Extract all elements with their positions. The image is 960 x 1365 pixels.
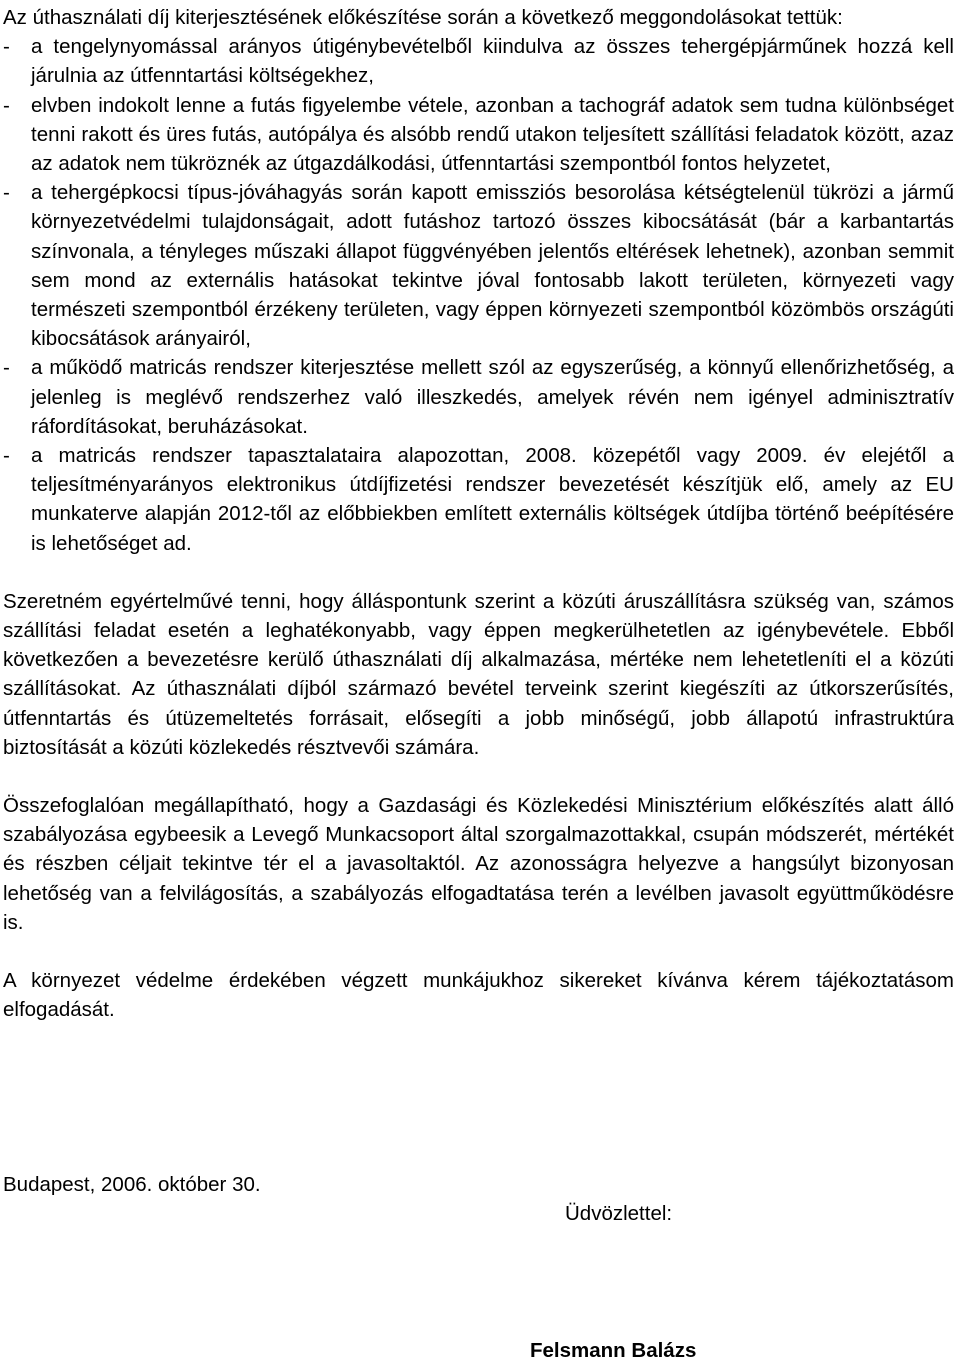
list-dash: - bbox=[3, 444, 10, 468]
list-item-text: a működő matricás rendszer kiterjesztése mellett szól az egyszerűség, a könnyű ellenőrizhetőség, a jelenleg is meglévő rendszerhez való illeszkedés, amelyek révén nem igényel adminisztratív ráfordításokat, beruházásokat. bbox=[31, 356, 954, 438]
greeting: Üdvözlettel: bbox=[565, 1202, 673, 1225]
paragraph-summary: Összefoglalóan megállapítható, hogy a Gazdasági és Közlekedési Minisztérium előkészítés alatt álló szabályozása egybeesik a Levegő Munkacsoport által szorgalmazottakkal, csupán módszerét, mértékét és részben céljait tekintve tér el a javasoltaktól. Az azonosságra helyezve a hangsúlyt bizonyosan lehetőség van a felvilágosítás, a szabályozás elfogadtatása terén a levélben javasolt együttműködésre is. bbox=[3, 794, 954, 934]
paragraph-closing-request: A környezet védelme érdekében végzett munkájukhoz sikereket kívánva kérem tájékoztatásom elfogadását. bbox=[3, 969, 954, 1022]
list-item bbox=[3, 353, 954, 441]
list-item-text: a tehergépkocsi típus-jóváhagyás során kapott emissziós besorolása kétségtelenül tükrözi a jármű környezetvédelmi tulajdonságait, adott futáshoz tartozó összes kibocsátását (bár a karbantartás színvonala, a tényleges műszaki állapot függvényében jelentős eltérések lehetnek), azonban semmit sem mond az externális hatásokat tekintve jóval fontosabb lakott területen, környezeti vagy természeti szempontból érzékeny területen, vagy éppen környezeti szempontból közömbös országúti kibocsátások arányairól, bbox=[31, 181, 954, 351]
considerations-list bbox=[3, 32, 954, 558]
list-item bbox=[3, 91, 954, 179]
list-dash: - bbox=[3, 93, 10, 117]
paragraph-road-freight: Szeretném egyértelművé tenni, hogy álláspontunk szerint a közúti áruszállításra szükség van, számos szállítási feladat esetén a leghatékonyabb, vagy éppen megkerülhetetlen az igénybevétele. Ebből következően a bevezetésre kerülő úthasználati díj alkalmazása, mértéke nem lehetetleníti el a közúti szállításokat. Az úthasználati díjból származó bevétel terveink szerint kiegészíti az útkorszerűsítés, útfenntartás és útüzemeltetés forrásait, elősegíti a jobb minőségű, jobb állapotú infrastruktúra biztosítását a közúti közlekedés résztvevői számára. bbox=[3, 589, 954, 759]
list-item-text: elvben indokolt lenne a futás figyelembe vétele, azonban a tachográf adatok sem tudna különbséget tenni rakott és üres futás, autópálya és alsóbb rendű utakon teljesített szállítási feladatok között, azaz az adatok nem tükröznék az útgazdálkodási, útfenntartási szempontból fontos helyzetet, bbox=[31, 93, 954, 176]
list-item bbox=[3, 178, 954, 353]
place-and-date: Budapest, 2006. október 30. bbox=[3, 1173, 261, 1196]
signature-name: Felsmann Balázs bbox=[530, 1339, 697, 1362]
list-item-text: a tengelynyomással arányos útigénybevételből kiindulva az összes tehergépjárműnek hozzá kell járulnia az útfenntartási költségekhez, bbox=[31, 35, 954, 88]
letter-page bbox=[3, 0, 954, 1362]
list-item bbox=[3, 32, 954, 90]
list-dash: - bbox=[3, 181, 10, 205]
intro-paragraph: Az úthasználati díj kiterjesztésének előkészítése során a következő meggondolásokat tettük: bbox=[3, 6, 843, 29]
list-item bbox=[3, 441, 954, 558]
list-item-text: a matricás rendszer tapasztalataira alapozottan, 2008. közepétől vagy 2009. év elejétől a teljesítményarányos elektronikus útdíjfizetési rendszer bevezetését készítjük elő, amely az EU munkaterve alapján 2012-től az előbbiekben említett externális költségek útdíjba történő beépítésére is lehetőséget ad. bbox=[31, 444, 954, 555]
list-dash: - bbox=[3, 356, 10, 380]
list-dash: - bbox=[3, 35, 10, 59]
